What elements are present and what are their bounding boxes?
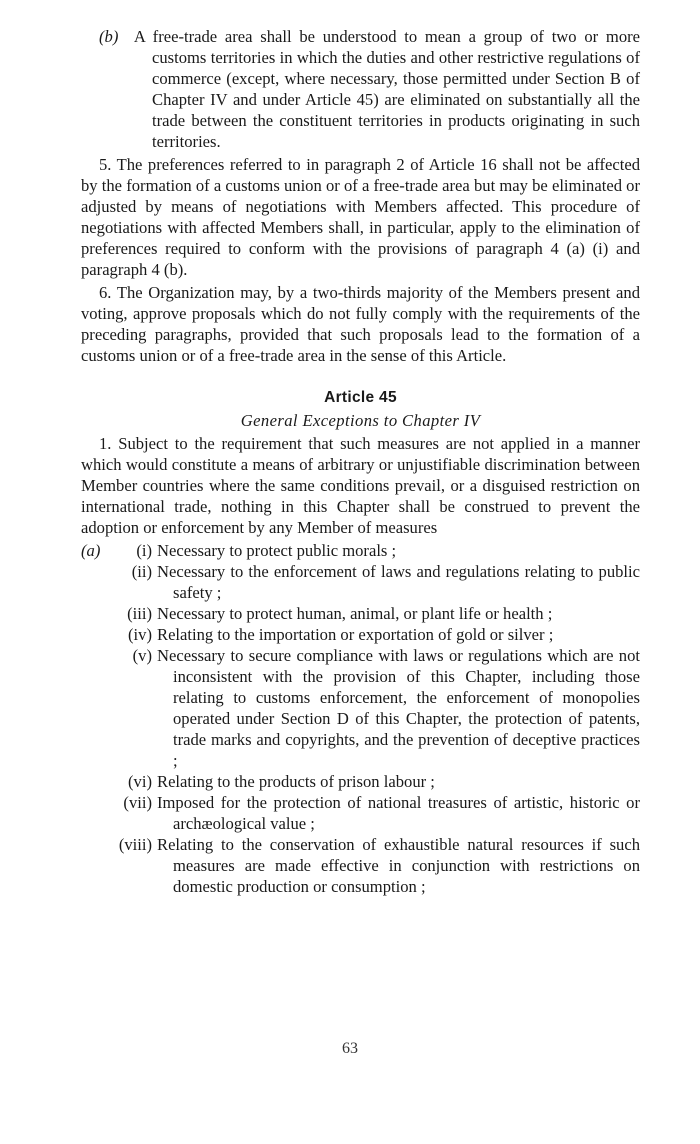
- item-text: Necessary to secure compliance with laws or regulations which are not inconsistent with the provision of this Chapter, including those relating to customs enforcement, the enforcement of monopolies operated under Section D of this Chapter, the protection of patents, trade marks and copyrights, and the prevention of deceptive practices ;: [157, 646, 640, 770]
- item-number: (v): [132, 646, 152, 665]
- paragraph-4b: [81, 26, 640, 152]
- paragraph-4b-text: A free-trade area shall be understood to mean a group of two or more customs territories in which the duties and other restrictive regulations of commerce (except, where necessary, those permitted under Section B of Chapter IV and under Article 45) are eliminated on substantially all the trade between the constituent territories in products originating in such territories.: [133, 27, 641, 151]
- list-item: [81, 834, 640, 897]
- list-item: [81, 792, 640, 834]
- article-paragraph-1: 1. Subject to the requirement that such measures are not applied in a manner which would constitute a means of arbitrary or unjustifiable discrimination between Member countries where the same conditions prevail, or a disguised restriction on international trade, nothing in this Chapter shall be construed to prevent the adoption or enforcement by any Member of measures: [81, 434, 640, 537]
- item-number: (vii): [123, 793, 152, 812]
- article-heading: Article 45: [324, 389, 397, 406]
- item-number: (ii): [131, 562, 152, 581]
- item-text: Relating to the importation or exportation of gold or silver ;: [157, 625, 554, 644]
- list-item: [81, 624, 640, 645]
- item-text: Necessary to protect public morals ;: [157, 541, 397, 560]
- label-b: (b): [99, 27, 119, 46]
- article-subheading: General Exceptions to Chapter IV: [240, 411, 481, 430]
- item-number: (i): [136, 541, 152, 560]
- list-item: [81, 645, 640, 771]
- list-item: [81, 561, 640, 603]
- item-text: Imposed for the protection of national treasures of artistic, historic or archæological value ;: [157, 793, 640, 833]
- item-text: Relating to the conservation of exhaustible natural resources if such measures are made effective in conjunction with restrictions on domestic production or consumption ;: [157, 835, 640, 896]
- paragraph-6: 6. The Organization may, by a two-thirds majority of the Members present and voting, approve proposals which do not fully comply with the requirements of the preceding paragraphs, provided that such proposals lead to the formation of a customs union or of a free-trade area in the sense of this Article.: [81, 283, 640, 365]
- sub-label-a: (a): [81, 541, 101, 560]
- item-number: (iv): [128, 625, 152, 644]
- document-page: [81, 26, 640, 897]
- exceptions-list: [81, 540, 640, 897]
- page-number: 63: [342, 1040, 358, 1057]
- item-number: (iii): [127, 604, 152, 623]
- item-number: (vi): [128, 772, 152, 791]
- list-item: [81, 603, 640, 624]
- item-text: Necessary to protect human, animal, or plant life or health ;: [157, 604, 553, 623]
- item-number: (viii): [118, 835, 152, 854]
- item-text: Relating to the products of prison labour ;: [157, 772, 435, 791]
- list-item: [81, 771, 640, 792]
- item-text: Necessary to the enforcement of laws and regulations relating to public safety ;: [157, 562, 640, 602]
- list-item: [81, 540, 640, 561]
- paragraph-5: 5. The preferences referred to in paragraph 2 of Article 16 shall not be affected by the formation of a customs union or of a free-trade area but may be eliminated or adjusted by means of negotiations with Members affected. This procedure of negotiations with affected Members shall, in particular, apply to the elimination of preferences required to conform with the provisions of paragraph 4 (a) (i) and paragraph 4 (b).: [81, 155, 640, 279]
